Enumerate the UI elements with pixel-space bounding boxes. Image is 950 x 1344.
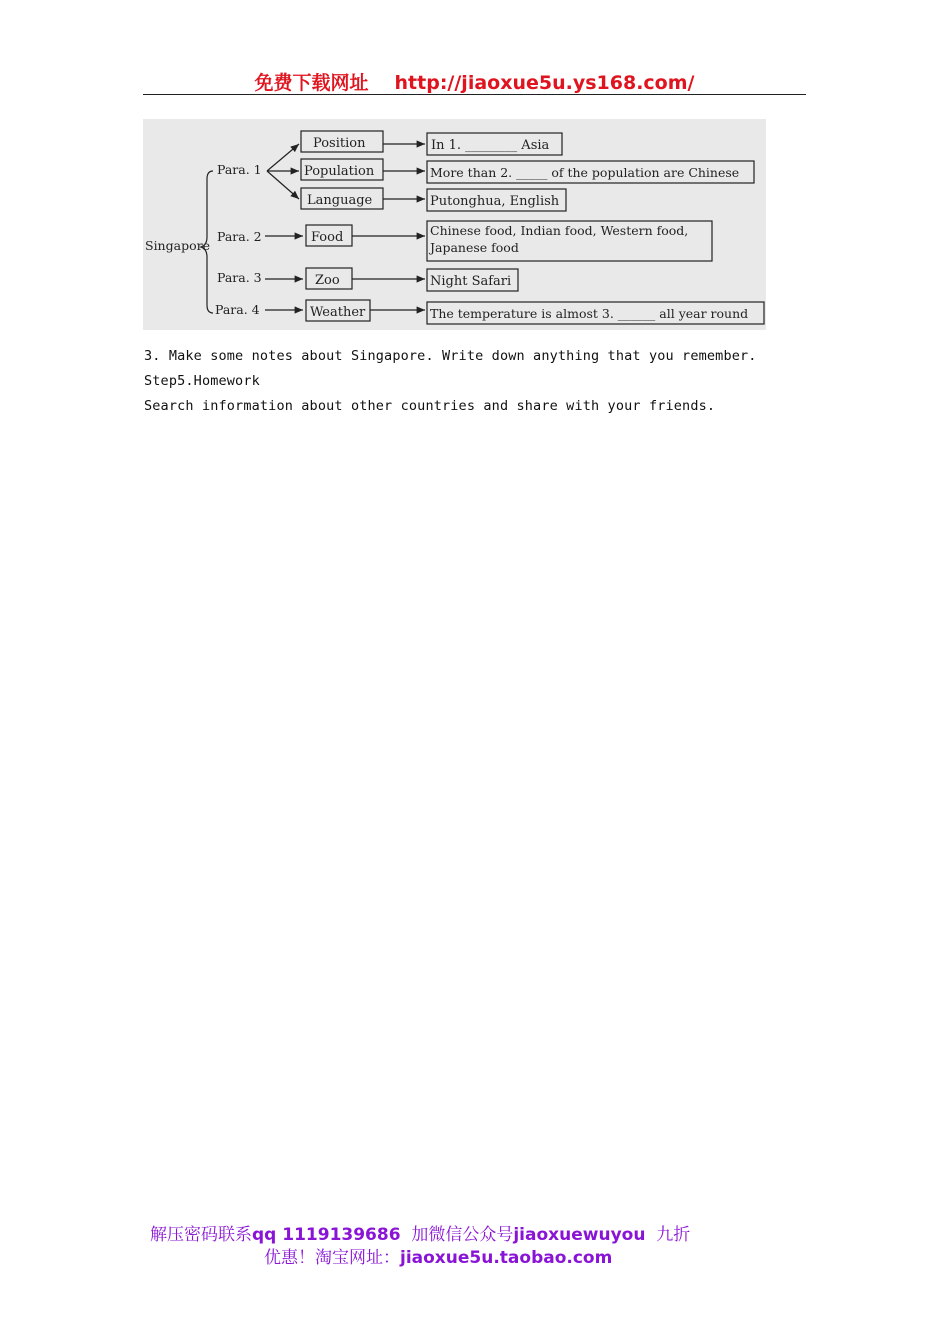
detail-zoo: Night Safari <box>430 274 512 289</box>
topic-weather: Weather <box>310 305 366 320</box>
detail-population: More than 2. _____ of the population are Chinese <box>430 165 740 180</box>
homework-text: Search information about other countries and share with your friends. <box>144 398 716 414</box>
topic-position: Position <box>313 136 366 151</box>
instruction-line-3: 3. Make some notes about Singapore. Write down anything that you remember. <box>144 348 757 364</box>
footer-text-a: 解压密码联系 <box>150 1225 252 1245</box>
page-header <box>143 66 806 95</box>
topic-zoo: Zoo <box>315 273 340 288</box>
footer-text-b: 加微信公众号 <box>411 1225 514 1245</box>
footer-line-1 <box>150 1220 800 1245</box>
footer-qq: qq 1119139686 <box>252 1225 401 1245</box>
para-label-4: Para. 4 <box>215 302 260 317</box>
footer-wechat: jiaoxuewuyou <box>513 1225 646 1245</box>
detail-position: In 1. ________ Asia <box>431 138 550 153</box>
header-label: 免费下载网址 <box>254 72 369 94</box>
footer-text-d: 优惠！淘宝网址： <box>264 1248 400 1268</box>
detail-language: Putonghua, English <box>430 194 560 209</box>
detail-food-line2: Japanese food <box>430 240 519 255</box>
detail-weather: The temperature is almost 3. ______ all year round <box>430 306 749 321</box>
detail-food-line1: Chinese food, Indian food, Western food, <box>430 223 689 238</box>
para-label-3: Para. 3 <box>217 270 262 285</box>
topic-food: Food <box>311 230 344 245</box>
singapore-mind-map <box>143 119 766 330</box>
header-url-link[interactable]: http://jiaoxue5u.ys168.com/ <box>394 72 695 94</box>
arrow-para1-language <box>267 171 299 199</box>
arrow-para1-position <box>267 144 299 171</box>
para-label-1: Para. 1 <box>217 162 262 177</box>
step5-heading: Step5.Homework <box>144 373 260 389</box>
topic-language: Language <box>307 193 373 208</box>
footer-text-c: 九折 <box>656 1225 691 1245</box>
topic-population: Population <box>304 164 375 179</box>
footer-line-2 <box>264 1243 914 1268</box>
header-text <box>143 68 806 95</box>
mind-map-svg <box>143 119 766 330</box>
para-label-2: Para. 2 <box>217 229 262 244</box>
root-label: Singapore <box>145 238 210 253</box>
footer-taobao-link[interactable]: jiaoxue5u.taobao.com <box>400 1248 613 1268</box>
